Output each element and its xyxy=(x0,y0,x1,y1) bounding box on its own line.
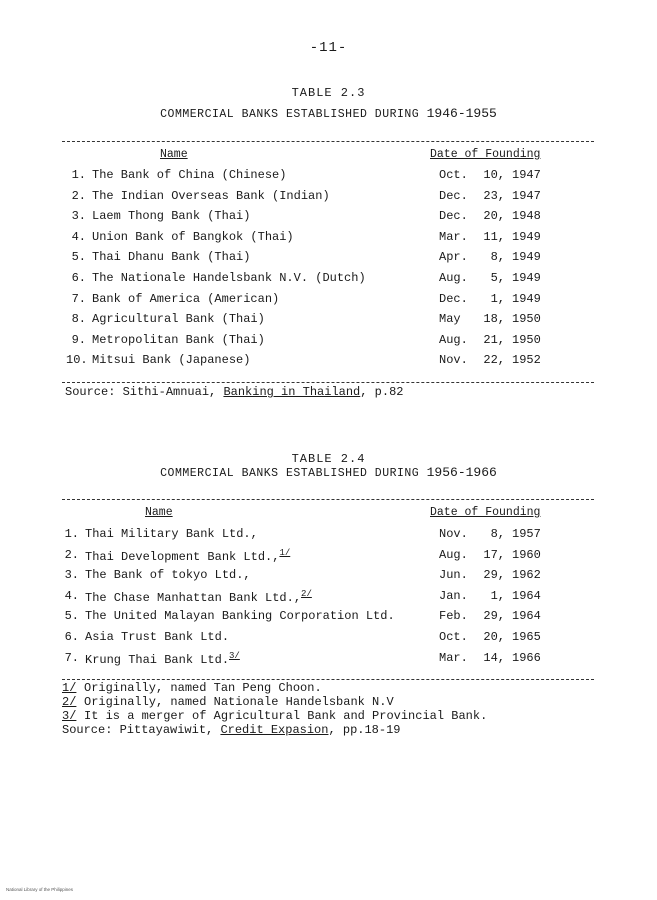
founding-day: 11, xyxy=(483,229,505,244)
bank-name-text: Asia Trust Bank Ltd. xyxy=(85,630,230,644)
table-row xyxy=(0,292,657,310)
bank-name-text: The United Malayan Banking Corporation Ltd. xyxy=(85,609,395,624)
source-title: Banking in Thailand xyxy=(223,385,361,399)
founding-day: 29, xyxy=(483,568,505,583)
founding-day: 20, xyxy=(483,209,505,224)
row-number: 10. xyxy=(66,353,88,368)
founding-year: 1947 xyxy=(512,188,541,203)
table-row xyxy=(0,168,657,186)
row-number: 8. xyxy=(71,312,86,327)
founding-day: 17, xyxy=(483,547,505,562)
founding-month: Nov. xyxy=(439,527,468,541)
table-row xyxy=(0,651,657,669)
table-row xyxy=(0,333,657,351)
founding-day: 8, xyxy=(490,250,505,265)
bank-name xyxy=(92,353,250,367)
founding-month: Aug. xyxy=(439,332,468,347)
bank-name-text: Thai Development Bank Ltd., xyxy=(85,549,280,564)
bank-name xyxy=(85,609,395,623)
source-line xyxy=(65,385,403,399)
table-row xyxy=(0,589,657,607)
footnote-mark: 2/ xyxy=(62,695,77,709)
founding-month: Jun. xyxy=(439,568,468,583)
table-title-years: 1946-1955 xyxy=(426,106,497,121)
founding-year: 1947 xyxy=(512,168,541,182)
bank-name xyxy=(92,271,366,285)
founding-year: 1949 xyxy=(512,271,541,285)
table-title xyxy=(0,465,657,480)
table-label: TABLE 2.3 xyxy=(291,86,366,100)
footnote-text: It is a merger of Agricultural Bank and Provincial Bank. xyxy=(84,709,488,723)
footnote-ref: 1/ xyxy=(279,547,291,558)
bank-name-text: The Chase Manhattan Bank Ltd., xyxy=(85,590,302,605)
founding-day: 21, xyxy=(483,332,505,347)
bank-name xyxy=(92,168,286,182)
bank-name xyxy=(85,589,312,605)
column-header-name: Name xyxy=(160,148,188,161)
footnote xyxy=(62,695,394,709)
founding-day: 22, xyxy=(483,353,505,368)
bank-name-text: Union Bank of Bangkok (Thai) xyxy=(92,229,294,244)
bank-name xyxy=(92,189,330,203)
bank-name xyxy=(92,292,279,306)
table-title-text: COMMERCIAL BANKS ESTABLISHED DURING xyxy=(160,467,420,480)
founding-year: 1949 xyxy=(512,250,541,265)
founding-day: 29, xyxy=(483,609,505,624)
table-row xyxy=(0,271,657,289)
founding-day: 18, xyxy=(483,312,505,327)
row-number: 7. xyxy=(71,291,86,306)
source-title: Credit Expasion xyxy=(220,723,329,737)
founding-month: May xyxy=(439,312,461,327)
table-title-years: 1956-1966 xyxy=(426,465,497,480)
bank-name-text: The Indian Overseas Bank (Indian) xyxy=(92,188,330,203)
founding-month: Oct. xyxy=(439,630,468,644)
founding-year: 1957 xyxy=(512,527,541,541)
row-number: 9. xyxy=(71,332,86,347)
footnote-text: Originally, named Nationale Handelsbank N.V xyxy=(84,695,394,709)
founding-month: Dec. xyxy=(439,209,468,224)
founding-month: Dec. xyxy=(439,188,468,203)
founding-year: 1950 xyxy=(512,332,541,347)
column-header-date: Date of Founding xyxy=(430,506,541,519)
column-header-name: Name xyxy=(145,506,173,519)
founding-day: 1, xyxy=(490,291,505,306)
founding-month: Feb. xyxy=(439,609,468,624)
bank-name-text: The Bank of tokyo Ltd., xyxy=(85,568,251,583)
row-number: 1. xyxy=(71,168,86,182)
footnote-mark: 3/ xyxy=(62,709,77,723)
table-title-text: COMMERCIAL BANKS ESTABLISHED DURING xyxy=(160,108,420,121)
source-line xyxy=(62,723,400,737)
founding-year: 1966 xyxy=(512,650,541,665)
table-row xyxy=(0,250,657,268)
row-number: 4. xyxy=(71,229,86,244)
founding-year: 1962 xyxy=(512,568,541,583)
table-row xyxy=(0,548,657,566)
bank-name xyxy=(92,312,265,326)
founding-month: Apr. xyxy=(439,250,468,265)
table-row xyxy=(0,630,657,648)
row-number: 6. xyxy=(64,630,79,644)
bank-name-text: Agricultural Bank (Thai) xyxy=(92,312,265,327)
footnote xyxy=(62,709,487,723)
row-number: 4. xyxy=(64,588,79,603)
column-header-date: Date of Founding xyxy=(430,148,541,161)
bank-name-text: Mitsui Bank (Japanese) xyxy=(92,353,251,368)
founding-day: 20, xyxy=(483,630,505,644)
founding-month: Dec. xyxy=(439,291,468,306)
row-number: 6. xyxy=(71,271,86,285)
source-prefix: Source: Pittayawiwit, xyxy=(62,723,214,737)
founding-month: Mar. xyxy=(439,229,468,244)
table-row xyxy=(0,353,657,371)
founding-year: 1952 xyxy=(512,353,541,368)
bottom-rule xyxy=(62,679,594,680)
bank-name xyxy=(85,630,229,644)
table-row xyxy=(0,609,657,627)
founding-year: 1960 xyxy=(512,547,541,562)
founding-day: 5, xyxy=(490,271,505,285)
footnote-text: Originally, named Tan Peng Choon. xyxy=(84,681,322,695)
founding-month: Nov. xyxy=(439,353,468,368)
footnote-ref: 2/ xyxy=(301,588,312,599)
bank-name-text: Laem Thong Bank (Thai) xyxy=(92,209,251,224)
bottom-rule xyxy=(62,382,594,383)
table-row xyxy=(0,209,657,227)
row-number: 2. xyxy=(64,547,79,562)
bank-name-text: Bank of America (American) xyxy=(92,291,280,306)
bank-name xyxy=(85,548,290,564)
footer-stamp: National Library of the Philippines xyxy=(6,887,74,892)
bank-name xyxy=(92,230,294,244)
founding-month: Aug. xyxy=(439,271,468,285)
table-row xyxy=(0,230,657,248)
bank-name xyxy=(85,527,258,541)
page-number: -11- xyxy=(309,40,348,56)
bank-name xyxy=(85,651,240,667)
founding-year: 1950 xyxy=(512,312,541,327)
footnote-ref: 3/ xyxy=(229,650,240,661)
table-row xyxy=(0,568,657,586)
footnote xyxy=(62,681,322,695)
bank-name-text: Thai Dhanu Bank (Thai) xyxy=(92,250,251,265)
bank-name xyxy=(92,209,250,223)
founding-month: Oct. xyxy=(439,168,468,182)
table-row xyxy=(0,527,657,545)
founding-month: Aug. xyxy=(439,547,468,562)
founding-day: 23, xyxy=(483,188,505,203)
row-number: 3. xyxy=(71,209,86,224)
row-number: 1. xyxy=(64,527,79,541)
founding-year: 1949 xyxy=(512,291,541,306)
table-row xyxy=(0,189,657,207)
row-number: 7. xyxy=(64,650,79,665)
row-number: 5. xyxy=(64,609,79,624)
bank-name xyxy=(92,333,265,347)
bank-name-text: Metropolitan Bank (Thai) xyxy=(92,332,265,347)
bank-name xyxy=(92,250,250,264)
founding-month: Mar. xyxy=(439,650,468,665)
bank-name xyxy=(85,568,251,582)
row-number: 2. xyxy=(71,188,86,203)
bank-name-text: Thai Military Bank Ltd., xyxy=(85,527,258,541)
founding-day: 1, xyxy=(490,588,505,603)
founding-year: 1965 xyxy=(512,630,541,644)
table-label: TABLE 2.4 xyxy=(291,452,366,466)
founding-year: 1964 xyxy=(512,588,541,603)
source-suffix: , p.82 xyxy=(360,385,404,399)
bank-name-text: The Bank of China (Chinese) xyxy=(92,168,287,182)
row-number: 5. xyxy=(71,250,86,265)
founding-year: 1949 xyxy=(512,229,541,244)
founding-day: 10, xyxy=(483,168,505,182)
founding-month: Jan. xyxy=(439,588,468,603)
table-row xyxy=(0,312,657,330)
footnote-mark: 1/ xyxy=(62,681,77,695)
source-prefix: Source: Sithi-Amnuai, xyxy=(65,385,217,399)
founding-year: 1964 xyxy=(512,609,541,624)
founding-year: 1948 xyxy=(512,209,541,224)
table-title xyxy=(0,106,657,121)
top-rule xyxy=(62,499,594,500)
founding-day: 14, xyxy=(483,650,505,665)
source-suffix: , pp.18-19 xyxy=(328,723,401,737)
row-number: 3. xyxy=(64,568,79,583)
bank-name-text: Krung Thai Bank Ltd. xyxy=(85,652,230,667)
bank-name-text: The Nationale Handelsbank N.V. (Dutch) xyxy=(92,271,366,285)
top-rule xyxy=(62,141,594,142)
founding-day: 8, xyxy=(490,527,505,541)
